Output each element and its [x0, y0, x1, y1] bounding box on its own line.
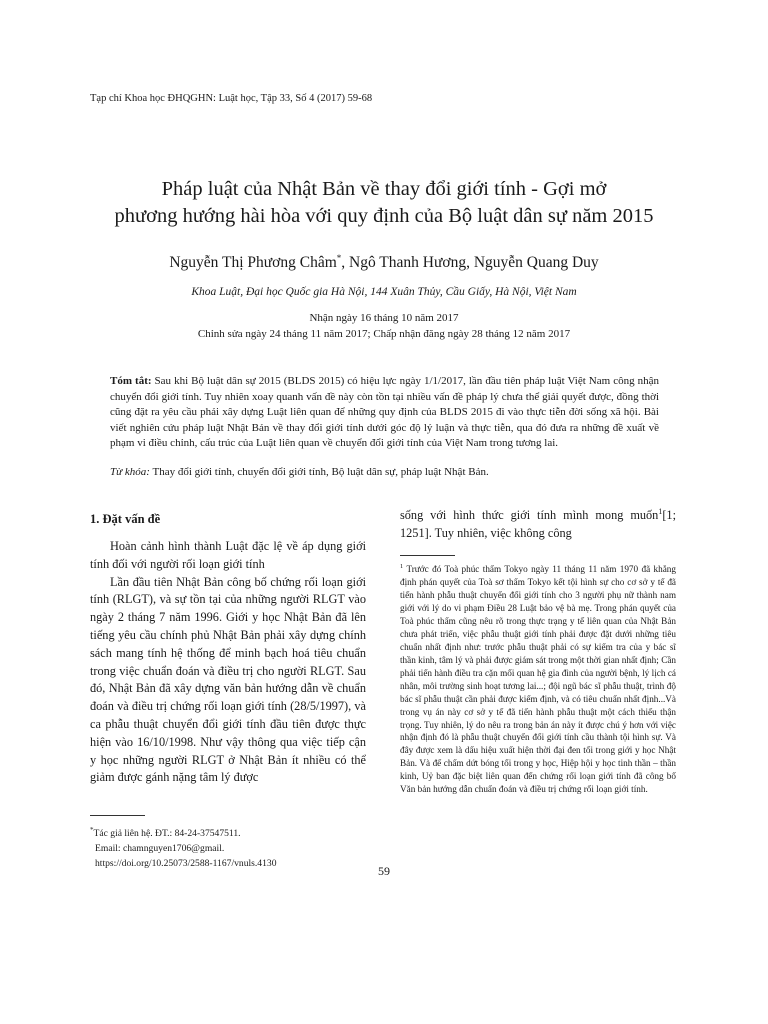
- footnote-1: [400, 561, 676, 796]
- page-number: 59: [378, 864, 390, 878]
- footnote-text: Trước đó Toà phúc thẩm Tokyo ngày 11 tháng 11 năm 1970 đã khẳng định phán quyết của Toà sơ thẩm Tokyo kết tội hình sự cho cơ sở y tế đã tiến hành phẫu thuật chuyển đổi giới tính cho 3 người phụ nữ thành nam giới với lý do vi phạm Điều 28 Luật bảo vệ bà mẹ. Trong phán quyết của Toà phúc thẩm cũng nêu rõ trong thực trạng y tế liên quan của Nhật Bản chưa phát triển, việc phẫu thuật giới tính phải được đặt dưới những tiêu chuẩn nhất định như: trước phẫu thuật phải có sự kiểm tra của y bác sĩ thần kinh, tâm lý và phải được giám sát trong một thời gian nhất định; Cần phải tiến hành điều tra cặn mối quan hệ gia đình của người bệnh, lý lịch cá nhân, môi trường sinh hoạt tương lai...; đội ngũ bác sĩ phẫu thuật, trình độ bác sĩ phẫu thuật cần phải được kiểm định, và có tiêu chuẩn nhất định...Và trong vụ án này cơ sở y tế đã tiến hành phẫu thuật một cách thiếu thận trọng. Tuy nhiên, lý do nêu ra trong bản án này ít được chú ý hơn với việc nhận định đó là phẫu thuật chuyển đổi giới tính cầu thành tội hình sự. Và đây được xem là dấu hiệu xuất hiện thời đại đen tối trong giới y học Nhật Bản. Và để chấm dứt bóng tối trong y học, Hiệp hội y học tinh thần – thần kinh, Uỷ ban đặc biệt liên quan đến chứng rối loạn giới tính đã công bố Văn bản hướng dẫn chuẩn đoán và điều trị chứng rối loạn giới tính.: [400, 564, 676, 795]
- paragraph: Lần đầu tiên Nhật Bản công bố chứng rối loạn giới tính (RLGT), và sự tồn tại của những người RLGT vào ngày 2 tháng 7 năm 1996. Giới y học Nhật Bản đã lên tiếng yêu cầu chính phủ Nhật Bản phải xây dựng chính sách mang tính hệ thống để minh bạch hoá tiêu chuẩn trong việc chuẩn đoán và điều trị cho người RLGT. Sau đó, Nhật Bản đã xây dựng văn bản hướng dẫn về chuẩn đoán và điều trị chứng rối loạn giới tính (28/5/1997), và ca phẫu thuật chuyển đổi giới tính đầu tiên được thực hiện vào 16/10/1998. Như vậy thông qua việc tiếp cận y học những người RLGT ở Nhật Bản ít nhiều có thể giảm được gánh nặng tâm lý được: [90, 574, 366, 785]
- abstract: [110, 374, 659, 452]
- section-heading: 1. Đặt vấn đề: [90, 512, 161, 526]
- author-footnote: [90, 823, 366, 872]
- contact-phone: Tác giả liên hệ. ĐT.: 84-24-37547511.: [93, 828, 241, 840]
- keywords-label: Từ khóa:: [110, 466, 150, 478]
- affiliation: Khoa Luật, Đại học Quốc gia Hà Nội, 144 Xuân Thủy, Cầu Giấy, Hà Nội, Việt Nam: [191, 286, 577, 298]
- journal-citation: Tạp chí Khoa học ĐHQGHN: Luật học, Tập 33, Số 4 (2017) 59-68: [90, 93, 373, 104]
- abstract-text: Sau khi Bộ luật dân sự 2015 (BLDS 2015) có hiệu lực ngày 1/1/2017, lần đầu tiên pháp luật Việt Nam công nhận chuyển đổi giới tính. Tuy nhiên xoay quanh vấn đề này còn tồn tại nhiều vấn đề pháp lý chưa thể giải quyết được, đồng thời cũng đặt ra yêu cầu phải xây dựng Luật liên quan để những quy định của BLDS 2015 đi vào thực tiễn đời sống xã hội. Bài viết nghiên cứu pháp luật Nhật Bản về thay đổi giới tính dưới góc độ lý luận và thực tiễn, qua đó đưa ra những đề xuất về phạm vi điều chỉnh, cấu trúc của Luật liên quan về chuyển đổi giới tính của Việt Nam trong tương lai.: [110, 375, 660, 449]
- title-line-2: phương hướng hài hòa với quy định của Bộ luật dân sự năm 2015: [114, 205, 654, 227]
- contact-email: Email: chamnguyen1706@gmail.: [95, 842, 225, 854]
- paper-title: [40, 176, 728, 230]
- footnote-mark: *: [90, 826, 94, 834]
- footnote-mark: 1: [400, 563, 404, 570]
- paragraph: sống với hình thức giới tính mình mong muốn$^1$[1; 1251]. Tuy nhiên, việc không công: [400, 507, 676, 540]
- coauthors: , Ngô Thanh Hương, Nguyễn Quang Duy: [341, 254, 599, 272]
- abstract-label: Tóm tắt:: [110, 375, 152, 387]
- body-column-right: [400, 503, 676, 543]
- footnote-divider: [90, 815, 145, 816]
- doi-link[interactable]: https://doi.org/10.25073/2588-1167/vnuls.4130: [95, 857, 277, 869]
- corresponding-mark: *: [336, 253, 342, 263]
- submission-dates: [40, 310, 728, 342]
- corresponding-author: Nguyễn Thị Phương Châm: [169, 254, 337, 272]
- body-column-left: [90, 538, 366, 787]
- author-list: [40, 253, 728, 272]
- revised-accepted-dates: Chỉnh sửa ngày 24 tháng 11 năm 2017; Chấp nhận đăng ngày 28 tháng 12 năm 2017: [197, 328, 571, 340]
- paragraph: Hoàn cảnh hình thành Luật đặc lệ về áp dụng giới tính đối với người rối loạn giới tính: [90, 539, 366, 571]
- footnote-divider: [400, 555, 455, 556]
- keywords-text: Thay đổi giới tính, chuyển đổi giới tính, Bộ luật dân sự, pháp luật Nhật Bản.: [149, 466, 489, 478]
- received-date: Nhận ngày 16 tháng 10 năm 2017: [309, 312, 459, 324]
- keywords: [110, 465, 659, 481]
- title-line-1: Pháp luật của Nhật Bản về thay đổi giới tính - Gợi mở: [161, 178, 607, 200]
- footnote-ref-1[interactable]: 1: [658, 507, 663, 516]
